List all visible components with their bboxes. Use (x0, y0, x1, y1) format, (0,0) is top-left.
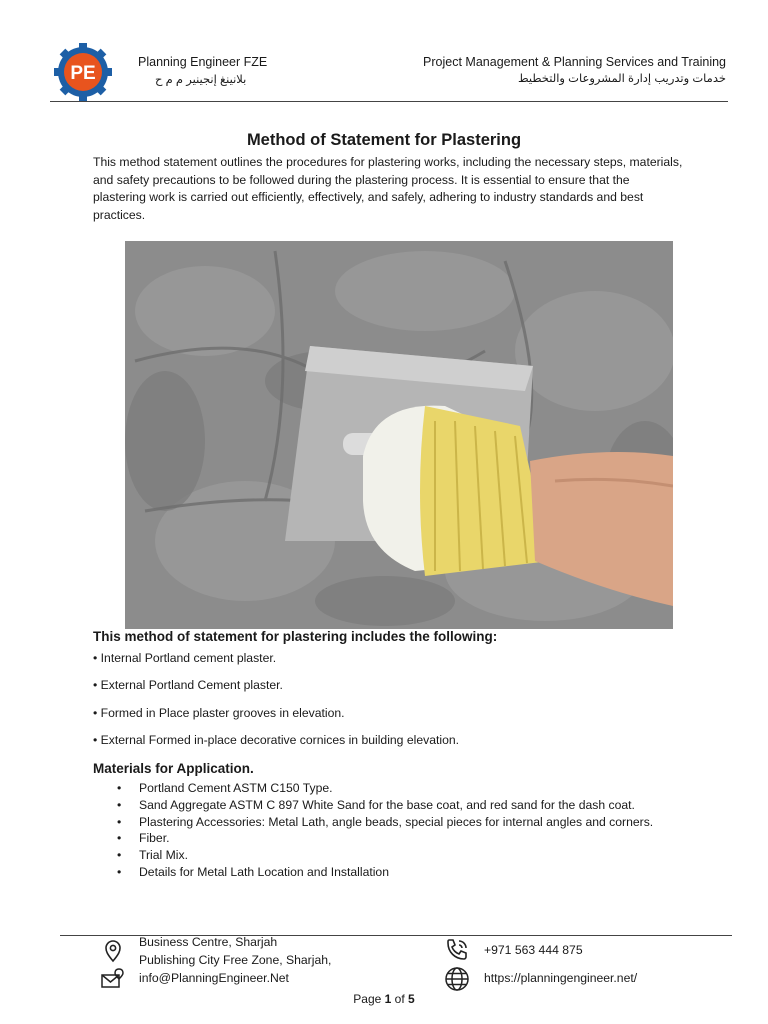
plastering-photo (125, 241, 673, 629)
address-line: Business Centre, Sharjah (139, 935, 278, 949)
materials-heading: Materials for Application. (93, 761, 254, 776)
tagline-ar: خدمات وتدريب إدارة المشروعات والتخطيط (517, 73, 726, 85)
page-total: 5 (408, 992, 415, 1006)
include-item: • Internal Portland cement plaster. (93, 651, 277, 665)
address-line: Publishing City Free Zone, Sharjah, (139, 952, 332, 967)
intro-paragraph: This method statement outlines the procedures for plastering works, including the necessary steps, materials, and safety precautions to be followed during the plastering process. It is essential to ensure that the plastering work is carried out efficiently, effectively, and safely, adhering to industry standards and best practices. (93, 155, 683, 222)
include-item: • External Portland Cement plaster. (93, 678, 283, 692)
page-current: 1 (384, 992, 392, 1006)
globe-icon (444, 966, 470, 992)
materials-item: • Fiber. (117, 830, 677, 847)
materials-item: • Portland Cement ASTM C150 Type. (117, 780, 677, 797)
footer-email[interactable]: info@PlanningEngineer.Net (139, 971, 289, 985)
logo-letters: PE (70, 63, 96, 84)
document-title: Method of Statement for Plastering (246, 131, 522, 149)
materials-list (117, 780, 677, 881)
phone-icon (444, 937, 470, 963)
company-logo (54, 43, 112, 101)
page-number: Page 1 of 5 (353, 992, 415, 1006)
company-name-en: Planning Engineer FZE (138, 55, 268, 69)
materials-item: • Plastering Accessories: Metal Lath, angle beads, special pieces for internal angles and corners. (117, 814, 677, 831)
include-item: • Formed in Place plaster grooves in elevation. (93, 706, 345, 720)
materials-item: • Sand Aggregate ASTM C 897 White Sand for the base coat, and red sand for the dash coat. (117, 797, 677, 814)
include-item: • External Formed in-place decorative cornices in building elevation. (93, 733, 460, 747)
includes-heading: This method of statement for plastering includes the following: (93, 629, 498, 644)
email-icon (100, 966, 126, 992)
footer-website[interactable]: https://planningengineer.net/ (484, 971, 638, 985)
tagline-en: Project Management & Planning Services and Training (423, 55, 726, 69)
company-name-ar: بلانينغ إنجينير م م ح (155, 74, 247, 86)
header-divider (50, 101, 728, 102)
footer-phone[interactable]: +971 563 444 875 (484, 943, 583, 957)
footer-address (139, 934, 331, 969)
location-pin-icon (100, 938, 126, 964)
materials-item: • Details for Metal Lath Location and Installation (117, 864, 677, 881)
materials-item: • Trial Mix. (117, 847, 677, 864)
